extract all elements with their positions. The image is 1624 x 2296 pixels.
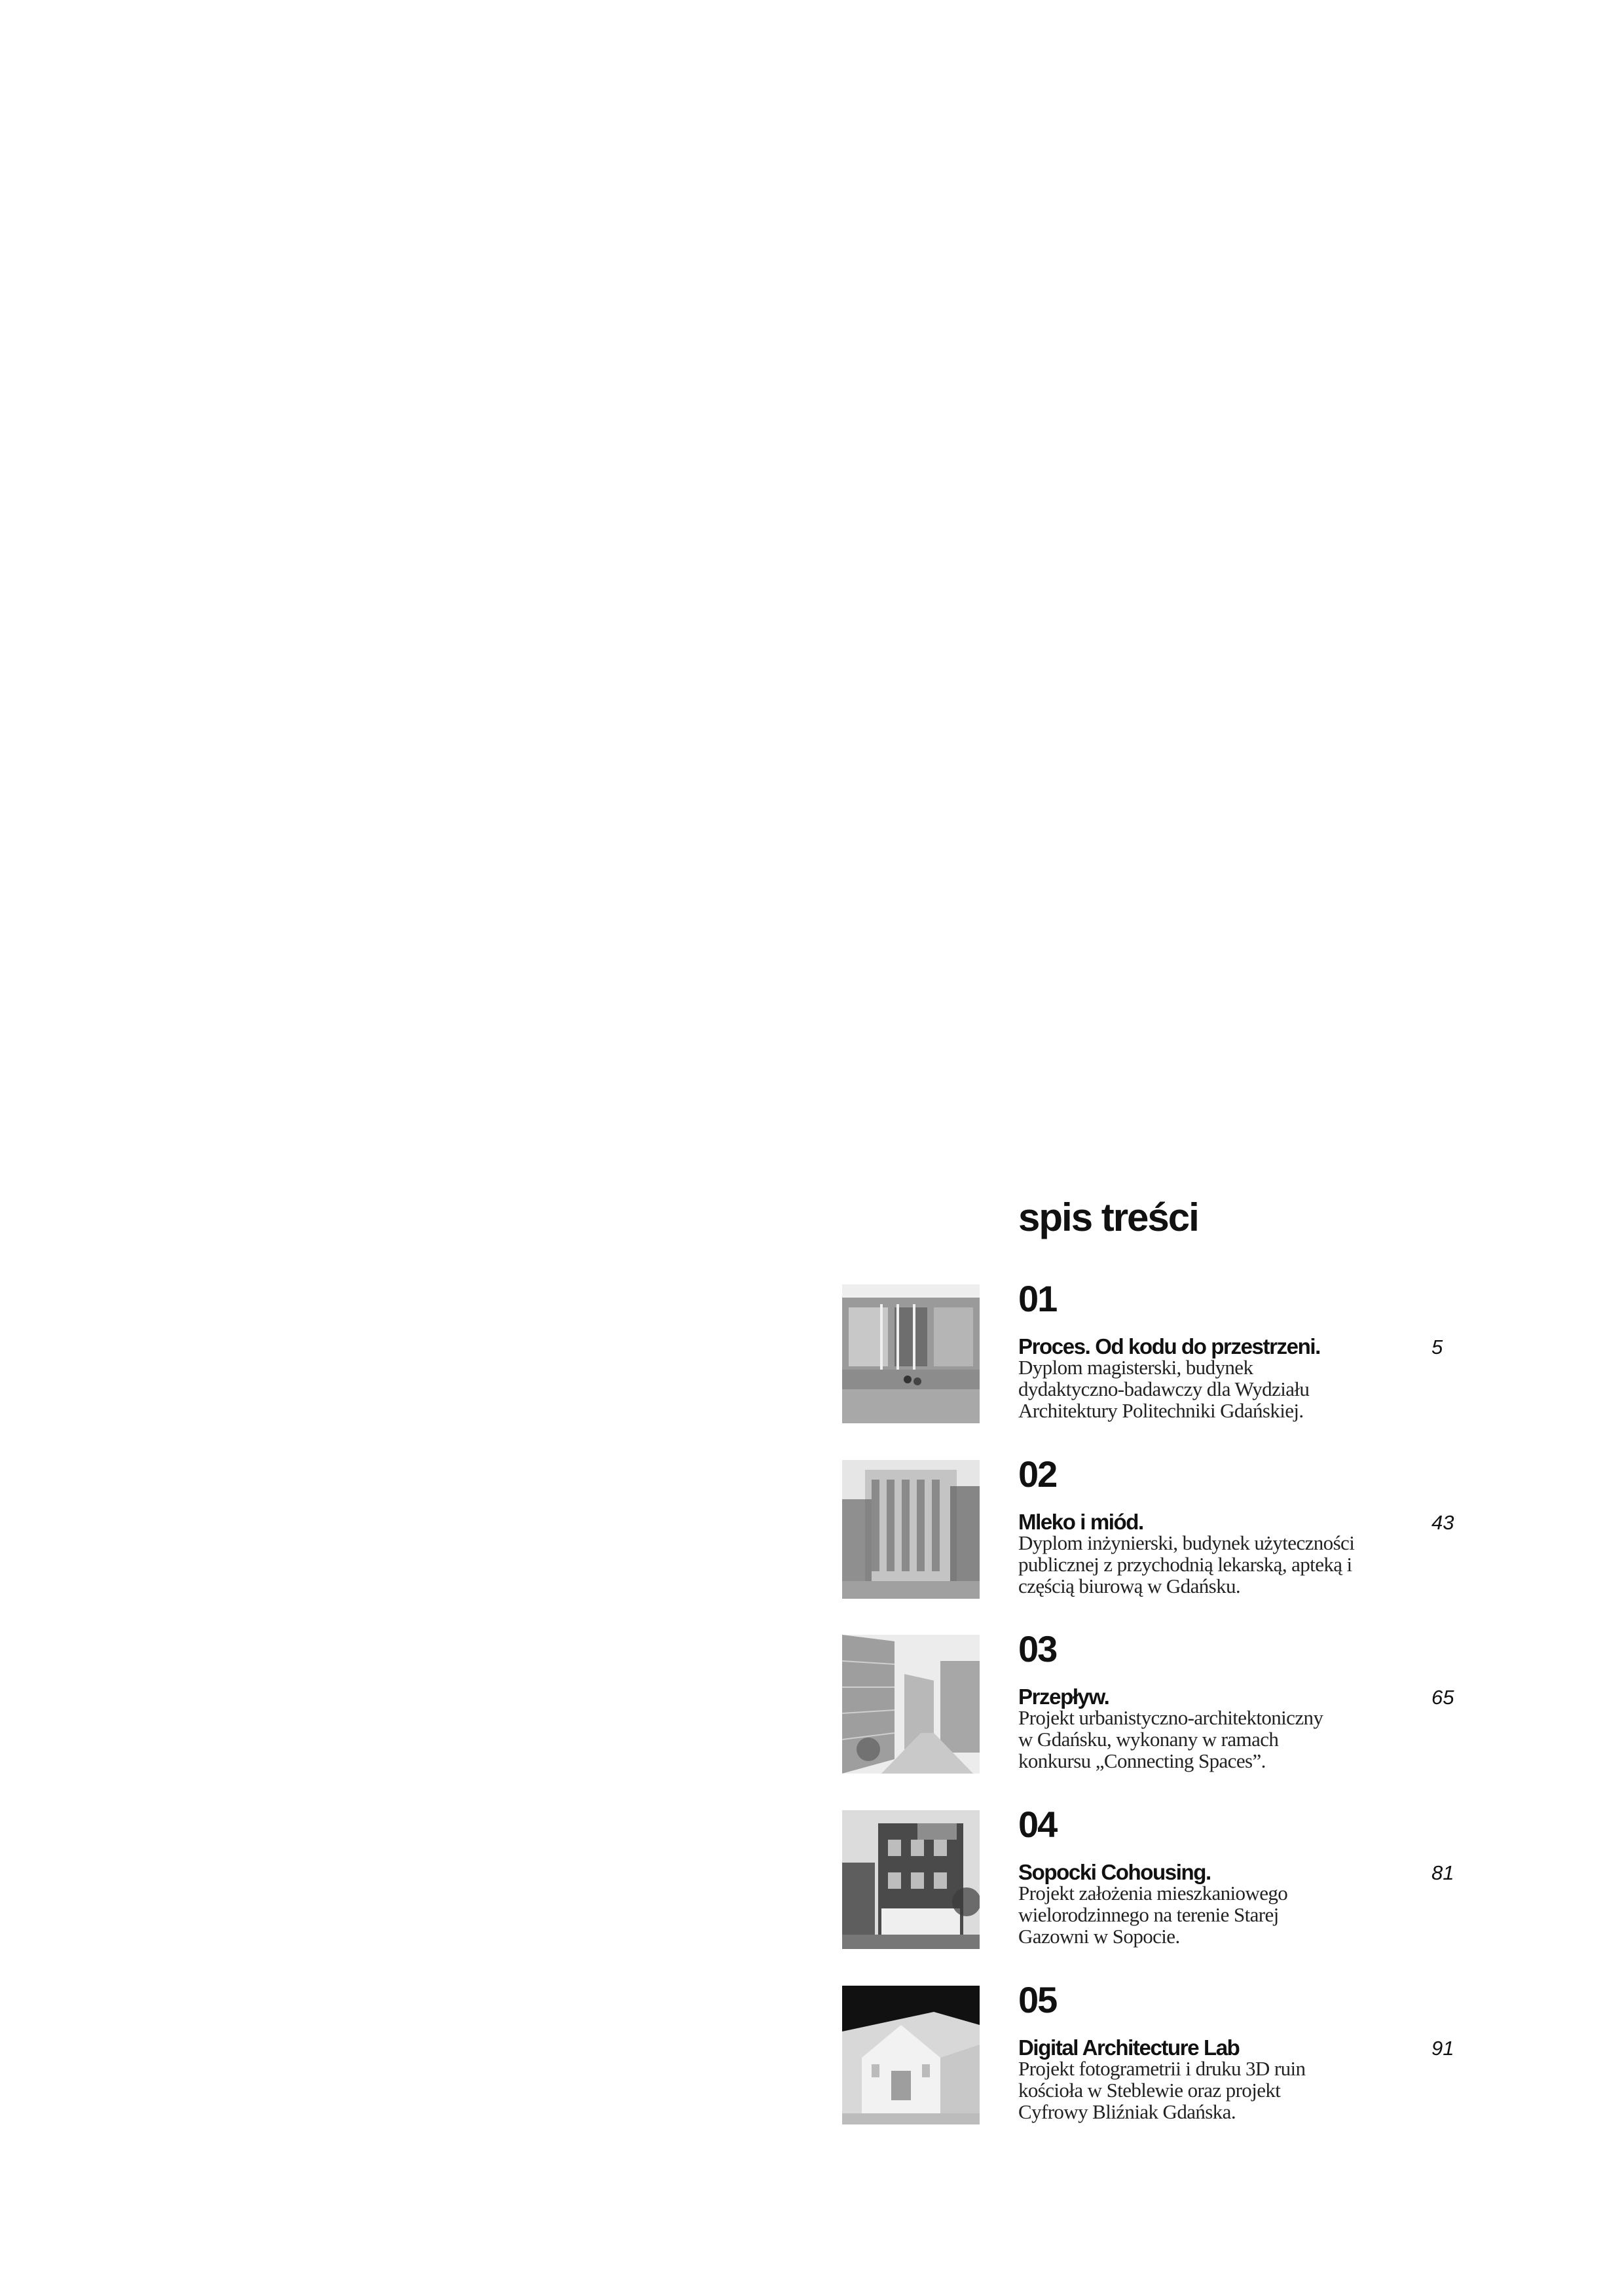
entry-description (1018, 1532, 1411, 1597)
description-line: Cyfrowy Bliźniak Gdańska. (1018, 2100, 1236, 2123)
entry-description (1018, 1357, 1411, 1421)
description-line: częścią biurową w Gdańsku. (1018, 1575, 1241, 1597)
description-line: wielorodzinnego na terenie Starej (1018, 1903, 1279, 1926)
entry-title[interactable]: Proces. Od kodu do przestrzeni. (1018, 1334, 1320, 1358)
entry-description (1018, 2058, 1411, 2123)
description-line: kościoła w Steblewie oraz projekt (1018, 2079, 1281, 2102)
entry-number: 01 (1018, 1278, 1057, 1319)
entry-number: 04 (1018, 1804, 1057, 1845)
thumbnail-image-01 (842, 1285, 980, 1423)
entry-title[interactable]: Sopocki Cohousing. (1018, 1860, 1211, 1884)
toc-title: spis treści (1018, 1195, 1198, 1239)
entry-title[interactable]: Mleko i miód. (1018, 1510, 1143, 1534)
description-line: konkursu „Connecting Spaces”. (1018, 1749, 1266, 1772)
entry-page-number: 65 (1431, 1686, 1454, 1709)
thumbnail-image-05 (842, 1986, 980, 2124)
entry-number: 02 (1018, 1453, 1057, 1495)
description-line: publicznej z przychodnią lekarską, apteką i (1018, 1553, 1352, 1576)
entry-description (1018, 1882, 1411, 1947)
toc-entry-04[interactable] (842, 1804, 1497, 1954)
description-line: w Gdańsku, wykonany w ramach (1018, 1728, 1279, 1751)
thumbnail-image-04 (842, 1810, 980, 1949)
thumbnail-image-03 (842, 1635, 980, 1774)
description-line: Gazowni w Sopocie. (1018, 1925, 1180, 1948)
description-line: Dyplom inżynierski, budynek użyteczności (1018, 1531, 1355, 1554)
entry-page-number: 43 (1431, 1511, 1454, 1534)
description-line: Architektury Politechniki Gdańskiej. (1018, 1399, 1304, 1422)
description-line: dydaktyczno-badawczy dla Wydziału (1018, 1377, 1310, 1400)
street-perspective-render (842, 1635, 980, 1774)
toc-entry-05[interactable] (842, 1979, 1497, 2130)
entry-number: 05 (1018, 1979, 1057, 2020)
campus-facade-photo (842, 1285, 980, 1423)
toc-entry-02[interactable] (842, 1453, 1497, 1604)
description-line: Dyplom magisterski, budynek (1018, 1356, 1253, 1379)
toc-entry-03[interactable] (842, 1628, 1497, 1779)
description-line: Projekt założenia mieszkaniowego (1018, 1882, 1288, 1904)
description-line: Projekt urbanistyczno-architektoniczny (1018, 1706, 1323, 1729)
entry-page-number: 91 (1431, 2037, 1454, 2060)
description-line: Projekt fotogrametrii i druku 3D ruin (1018, 2057, 1306, 2080)
toc-entry-01[interactable] (842, 1278, 1497, 1429)
entry-title[interactable]: Przepływ. (1018, 1685, 1109, 1709)
clinic-building-render (842, 1460, 980, 1599)
3d-printed-church-model (842, 1986, 980, 2124)
entry-page-number: 5 (1431, 1336, 1443, 1358)
entry-number: 03 (1018, 1628, 1057, 1669)
thumbnail-image-02 (842, 1460, 980, 1599)
brick-cohousing-render (842, 1810, 980, 1949)
entry-page-number: 81 (1431, 1861, 1454, 1884)
entry-title[interactable]: Digital Architecture Lab (1018, 2035, 1240, 2060)
entry-description (1018, 1707, 1411, 1772)
